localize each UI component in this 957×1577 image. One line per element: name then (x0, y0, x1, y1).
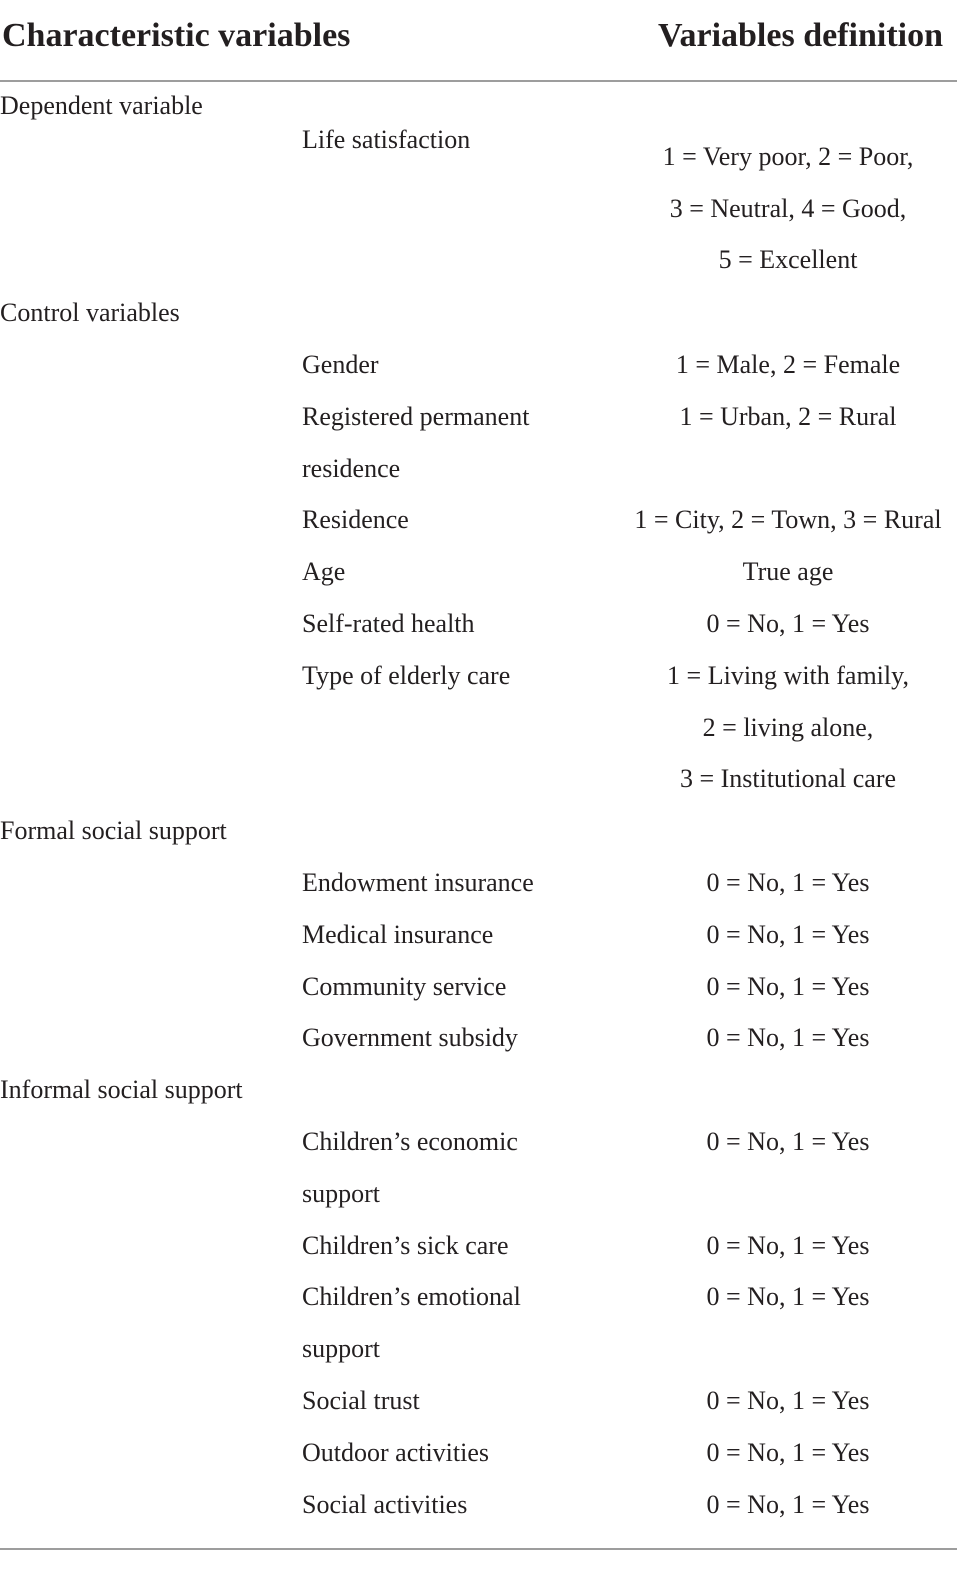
variable-name: Endowment insurance (302, 868, 534, 897)
header-variables-definition: Variables definition (658, 17, 943, 54)
variable-name: Type of elderly care (302, 660, 511, 690)
variable-name: Medical insurance (302, 919, 494, 949)
variable-name: Community service (302, 971, 507, 1001)
variable-name: Government subsidy (302, 1023, 518, 1053)
variable-definition: 1 = Living with family, (667, 660, 909, 690)
variable-name: Children’s economic (302, 1127, 518, 1156)
variable-name: Self-rated health (302, 609, 475, 638)
variable-definition: 0 = No, 1 = Yes (706, 868, 870, 897)
variable-definition: 0 = No, 1 = Yes (706, 1282, 870, 1312)
header-rule (0, 80, 957, 82)
variable-definition: 0 = No, 1 = Yes (706, 1437, 870, 1467)
section-title: Formal social support (0, 816, 227, 846)
variable-definition: 2 = living alone, (702, 712, 874, 742)
variable-name: support (302, 1178, 380, 1208)
variable-definition: 0 = No, 1 = Yes (706, 609, 870, 638)
section-title: Informal social support (0, 1075, 243, 1105)
variable-name: support (302, 1334, 380, 1364)
section-title: Control variables (0, 298, 180, 328)
variable-name: Residence (302, 505, 409, 535)
variable-name: Children’s emotional (302, 1282, 521, 1312)
variable-name: Social activities (302, 1489, 468, 1519)
variable-definition: 0 = No, 1 = Yes (706, 1127, 870, 1156)
variable-definition: 1 = Male, 2 = Female (675, 350, 901, 379)
variable-name: Age (302, 557, 346, 587)
variable-name: Social trust (302, 1386, 420, 1415)
variable-name: Registered permanent (302, 401, 530, 431)
variable-definition: 3 = Institutional care (679, 764, 897, 794)
variable-name: Outdoor activities (302, 1437, 490, 1467)
variable-definition: 1 = City, 2 = Town, 3 = Rural (634, 505, 942, 535)
table-header (0, 0, 957, 81)
variable-name: Life satisfaction (302, 124, 471, 154)
variable-name: Children’s sick care (302, 1230, 509, 1260)
variable-definition: True age (742, 557, 834, 587)
variable-definition: 3 = Neutral, 4 = Good, (669, 193, 907, 223)
variable-definition: 0 = No, 1 = Yes (706, 1489, 870, 1519)
variable-definition: 1 = Urban, 2 = Rural (679, 401, 897, 431)
variable-definition: 0 = No, 1 = Yes (706, 1230, 870, 1260)
variable-name: Gender (302, 350, 379, 379)
variable-name: residence (302, 453, 401, 483)
variable-definition: 0 = No, 1 = Yes (706, 1386, 870, 1415)
bottom-rule (0, 1548, 957, 1550)
header-characteristic-variables: Characteristic variables (2, 17, 351, 54)
variable-definition: 0 = No, 1 = Yes (706, 1023, 870, 1053)
section-title: Dependent variable (0, 91, 203, 120)
variable-definition: 0 = No, 1 = Yes (706, 971, 870, 1001)
variable-definition: 5 = Excellent (718, 245, 858, 275)
variable-definition: 1 = Very poor, 2 = Poor, (662, 141, 914, 171)
variable-definition: 0 = No, 1 = Yes (706, 919, 870, 949)
